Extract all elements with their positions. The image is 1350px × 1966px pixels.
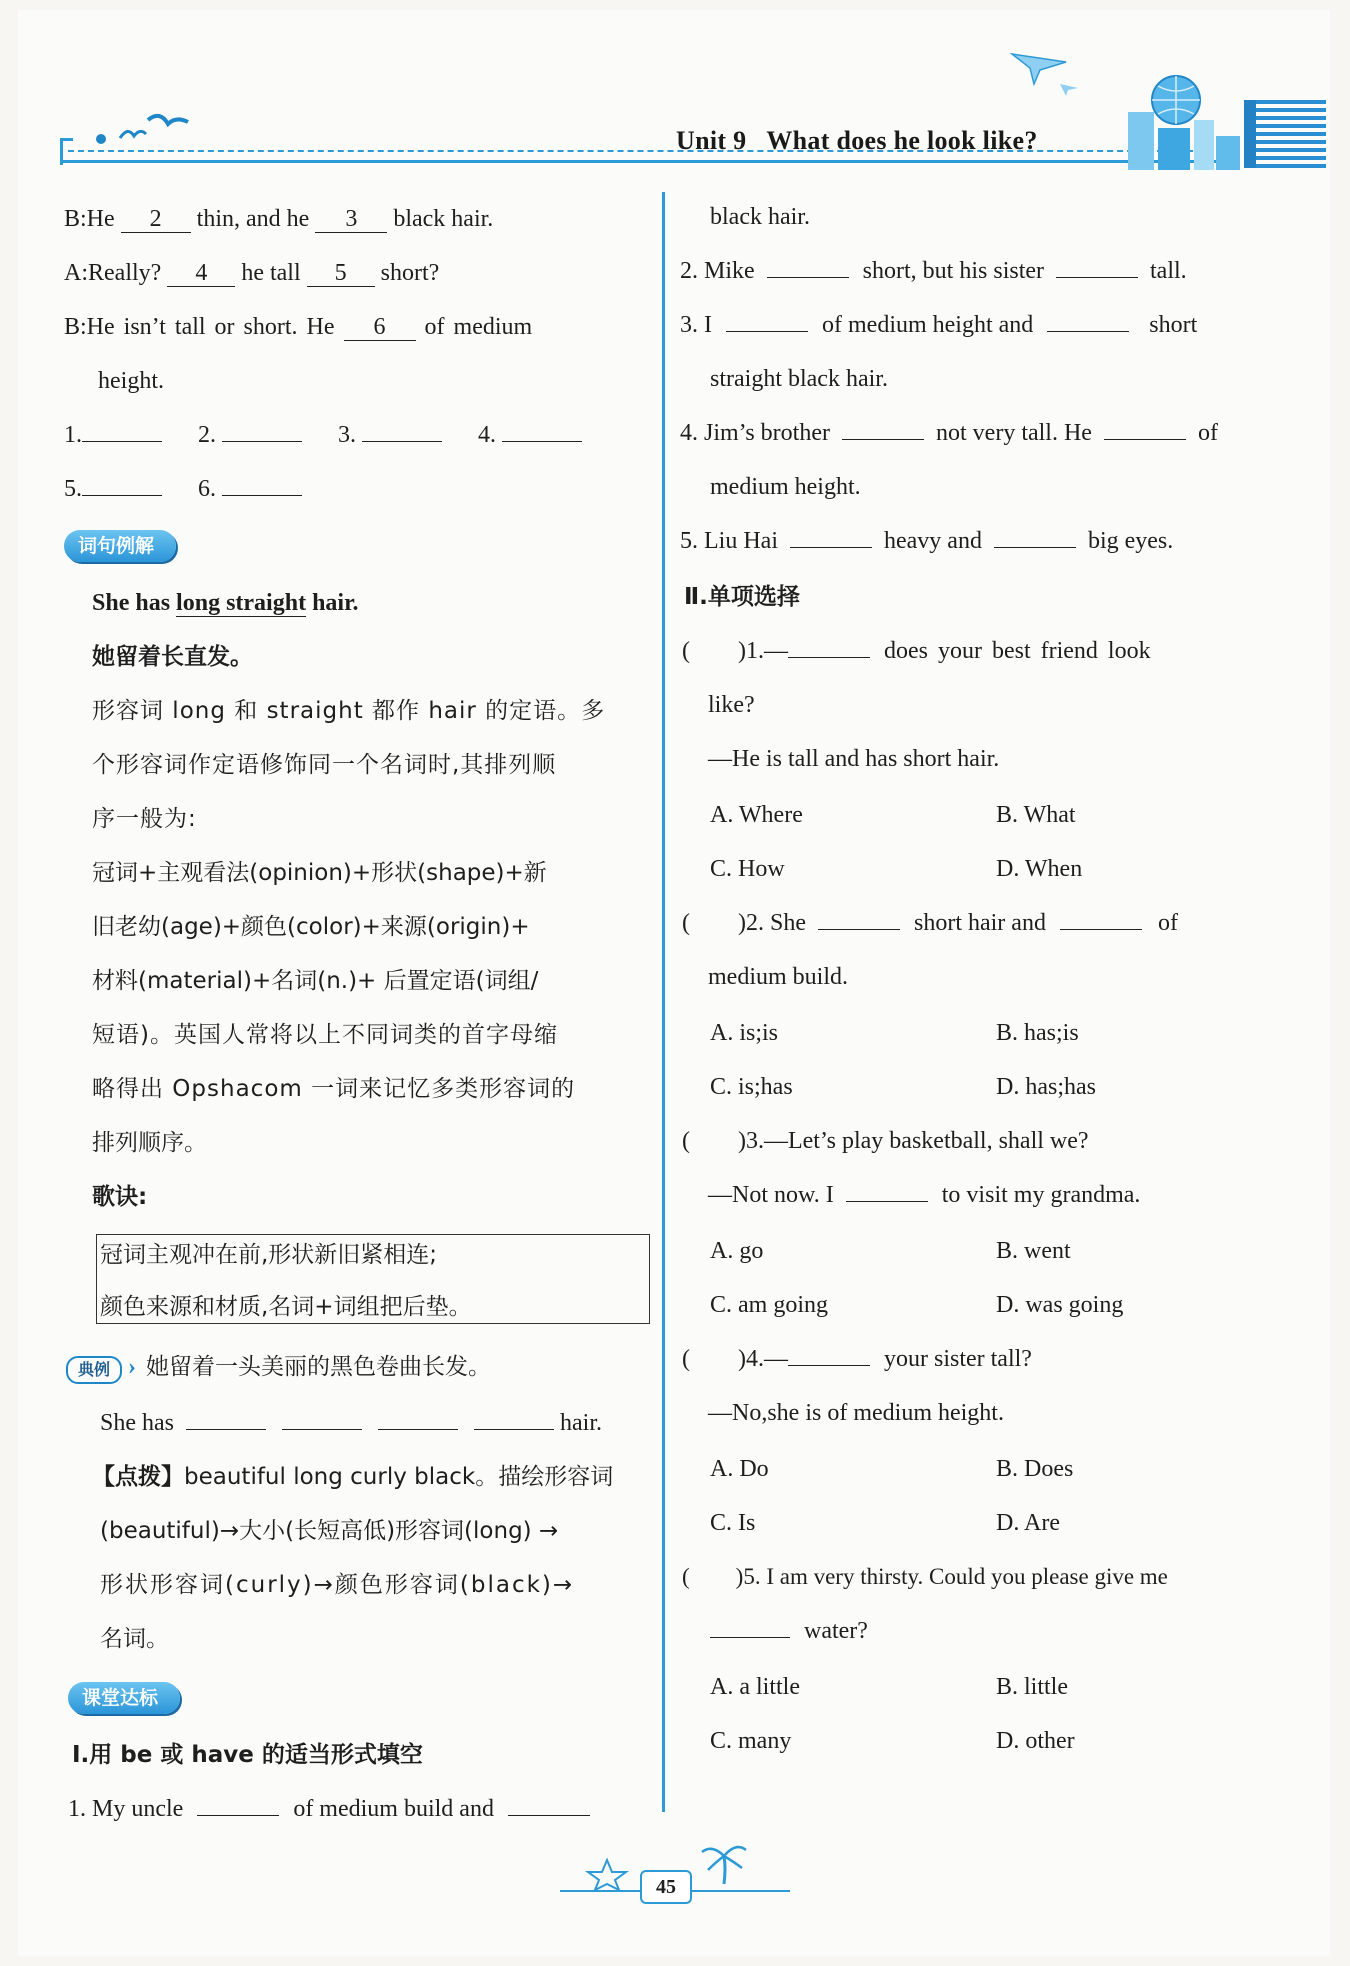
dialog-line-4: height.	[98, 368, 164, 394]
mc-question-4	[682, 1344, 1032, 1374]
dialog-text: A:Really?	[64, 260, 168, 286]
explain-line: 序一般为:	[92, 806, 197, 832]
answer-label: 5.	[64, 476, 82, 502]
example-fill	[100, 1408, 602, 1438]
option-a[interactable]: A. is;is	[710, 1020, 779, 1046]
answer-label: 1.	[64, 422, 82, 448]
example-blank[interactable]	[474, 1429, 554, 1430]
fill-question-1	[68, 1794, 590, 1824]
mc-question-1	[682, 636, 1151, 666]
mc-question-5	[682, 1562, 1168, 1592]
dialog-text: black hair.	[387, 206, 494, 232]
question-text: of	[1197, 420, 1218, 446]
answer-blank: 5	[307, 260, 375, 287]
question-text: —Not now. I	[708, 1182, 834, 1208]
answer-input[interactable]	[842, 439, 924, 440]
mc-question-2	[682, 908, 1178, 938]
globe-and-buildings-icon	[1118, 66, 1242, 170]
small-plane-icon	[1060, 82, 1080, 96]
option-c[interactable]: C. many	[710, 1728, 792, 1754]
fill-question-5	[680, 526, 1173, 556]
fill-question-3-cont: straight black hair.	[710, 366, 888, 392]
option-d[interactable]: D. other	[996, 1728, 1075, 1754]
dialog-text: he tall	[235, 260, 307, 286]
question-text: 5. I am very thirsty. Could you please give me	[743, 1564, 1168, 1589]
explain-line: 旧老幼(age)+颜色(color)+来源(origin)+	[92, 914, 530, 940]
example-underlined: long straight	[176, 590, 307, 616]
question-text: short	[1149, 312, 1198, 338]
option-a[interactable]: A. go	[710, 1238, 764, 1264]
option-b[interactable]: B. Does	[996, 1456, 1074, 1482]
question-text: not very tall. He	[936, 420, 1092, 446]
answer-blank: 6	[344, 314, 416, 341]
tip-line: (beautiful)→大小(长短高低)形容词(long) →	[100, 1518, 559, 1544]
question-text: to visit my grandma.	[941, 1182, 1141, 1208]
example-blank[interactable]	[378, 1429, 458, 1430]
question-text: 4.—	[745, 1346, 788, 1372]
tip-label: 【点拨】	[92, 1464, 184, 1490]
tip-text: beautiful long curly black。描绘形容词	[184, 1464, 614, 1490]
answer-input[interactable]	[1056, 277, 1138, 278]
chevron-right-icon: ›	[128, 1354, 136, 1380]
answer-input[interactable]	[788, 1365, 870, 1366]
example-blank[interactable]	[186, 1429, 266, 1430]
section-tag-classroom-practice: 课堂达标	[68, 1682, 180, 1714]
explain-line: 短语)。英国人常将以上不同词类的首字母缩	[92, 1022, 558, 1048]
part1-title: Ⅰ.用 be 或 have 的适当形式填空	[72, 1742, 423, 1768]
question-text: heavy and	[883, 528, 982, 554]
option-a[interactable]: A. Where	[710, 802, 803, 828]
option-d[interactable]: D. Are	[996, 1510, 1060, 1536]
seagull-icon	[112, 108, 192, 148]
answer-label: 6.	[198, 476, 216, 502]
dialog-text: short?	[374, 260, 440, 286]
mc-question-1-cont: like?	[708, 692, 755, 718]
answer-input[interactable]	[82, 441, 162, 442]
page-number: 45	[640, 1870, 692, 1904]
question-text: 3. I	[680, 312, 712, 338]
column-divider	[662, 192, 665, 1812]
answer-blank: 4	[167, 260, 235, 287]
dialog-line-3	[64, 312, 532, 342]
rhyme-title: 歌诀:	[92, 1184, 148, 1210]
dialog-line-1	[64, 204, 493, 234]
option-c[interactable]: C. Is	[710, 1510, 756, 1536]
example-chinese: 她留着一头美丽的黑色卷曲长发。	[146, 1354, 491, 1380]
tip-line: 形状形容词(curly)→颜色形容词(black)→	[100, 1572, 575, 1598]
mc-question-2-cont: medium build.	[708, 964, 848, 990]
option-c[interactable]: C. How	[710, 856, 785, 882]
answer-bracket[interactable]: ( )	[682, 1564, 744, 1589]
answer-input[interactable]	[362, 441, 442, 442]
question-text: does your best friend look	[883, 638, 1151, 664]
answer-input[interactable]	[197, 1815, 279, 1816]
answer-input[interactable]	[222, 495, 302, 496]
answer-input[interactable]	[767, 277, 849, 278]
explain-line: 排列顺序。	[92, 1130, 207, 1156]
answer-input[interactable]	[710, 1637, 790, 1638]
answer-label: 3.	[338, 422, 356, 448]
answer-bracket[interactable]: ( )	[682, 638, 746, 664]
answer-input[interactable]	[788, 657, 870, 658]
fill-question-3	[680, 310, 1197, 340]
fill-question-2	[680, 256, 1187, 286]
example-text: She has	[92, 590, 177, 616]
answer-input[interactable]	[508, 1815, 590, 1816]
header-rule	[60, 160, 1240, 163]
answer-input[interactable]	[1047, 331, 1129, 332]
rhyme-line: 冠词主观冲在前,形状新旧紧相连;	[100, 1242, 438, 1268]
answer-blank: 3	[315, 206, 387, 233]
answer-input[interactable]	[222, 441, 302, 442]
option-d[interactable]: D. has;has	[996, 1074, 1096, 1100]
question-text: water?	[804, 1618, 868, 1644]
question-text: 2. Mike	[680, 258, 755, 284]
option-a[interactable]: A. Do	[710, 1456, 769, 1482]
answer-row-2	[64, 474, 302, 504]
starfish-icon	[582, 1856, 632, 1892]
question-text: your sister tall?	[883, 1346, 1032, 1372]
answer-bracket[interactable]: ( )	[682, 1128, 746, 1154]
dialog-text: B:He isn’t tall or short. He	[64, 314, 344, 340]
fill-question-4	[680, 418, 1218, 448]
option-b[interactable]: B. has;is	[996, 1020, 1079, 1046]
option-c[interactable]: C. am going	[710, 1292, 828, 1318]
example-sentence	[92, 588, 359, 618]
answer-input[interactable]	[726, 331, 808, 332]
header-stripes	[1246, 100, 1326, 168]
option-d[interactable]: D. was going	[996, 1292, 1124, 1318]
question-text: big eyes.	[1087, 528, 1174, 554]
example-text: She has	[100, 1410, 174, 1436]
example-text: hair.	[306, 590, 359, 616]
section-tag-word-explanation: 词句例解	[64, 530, 176, 562]
header-dashed-line	[68, 150, 1233, 152]
answer-input[interactable]	[82, 495, 162, 496]
mc-question-1-answer: —He is tall and has short hair.	[708, 746, 1000, 772]
explain-line: 冠词+主观看法(opinion)+形状(shape)+新	[92, 860, 547, 886]
mc-question-5-cont	[710, 1616, 868, 1646]
option-b[interactable]: B. little	[996, 1674, 1068, 1700]
example-tag: 典例	[66, 1356, 122, 1384]
dialog-text: B:He	[64, 206, 121, 232]
answer-blank: 2	[121, 206, 191, 233]
answer-input[interactable]	[1060, 929, 1142, 930]
tip-line: 名词。	[100, 1626, 169, 1652]
example-translation: 她留着长直发。	[92, 644, 253, 670]
question-text: 5. Liu Hai	[680, 528, 778, 554]
question-text: 4. Jim’s brother	[680, 420, 830, 446]
header-dot	[96, 134, 106, 144]
answer-row-1	[64, 420, 582, 450]
unit-title: Unit 9 What does he look like?	[676, 126, 1038, 155]
option-c[interactable]: C. is;has	[710, 1074, 793, 1100]
explain-line: 略得出 Opshacom 一词来记忆多类形容词的	[92, 1076, 576, 1102]
answer-input[interactable]	[790, 547, 872, 548]
explain-line: 材料(material)+名词(n.)+ 后置定语(词组/	[92, 968, 539, 994]
answer-input[interactable]	[994, 547, 1076, 548]
question-text: 2. She	[745, 910, 806, 936]
question-text: 3.—Let’s play basketball, shall we?	[745, 1128, 1089, 1154]
question-text: 1. My uncle	[68, 1796, 184, 1822]
question-text: short hair and	[913, 910, 1046, 936]
mc-question-3-cont	[708, 1180, 1140, 1210]
palm-tree-icon	[700, 1840, 750, 1886]
option-d[interactable]: D. When	[996, 856, 1083, 882]
answer-label: 2.	[198, 422, 216, 448]
question-text: of medium height and	[822, 312, 1034, 338]
question-text: of	[1157, 910, 1178, 936]
rhyme-line: 颜色来源和材质,名词+词组把后垫。	[100, 1294, 472, 1320]
dialog-text: of medium	[415, 314, 533, 340]
fill-question-1-cont: black hair.	[710, 204, 810, 230]
option-a[interactable]: A. a little	[710, 1674, 800, 1700]
fill-question-4-cont: medium height.	[710, 474, 861, 500]
answer-input[interactable]	[502, 441, 582, 442]
answer-input[interactable]	[846, 1201, 928, 1202]
question-text: short, but his sister	[862, 258, 1045, 284]
option-b[interactable]: B. What	[996, 802, 1076, 828]
mc-question-4-answer: —No,she is of medium height.	[708, 1400, 1004, 1426]
answer-bracket[interactable]: ( )	[682, 910, 746, 936]
answer-bracket[interactable]: ( )	[682, 1346, 746, 1372]
answer-label: 4.	[478, 422, 496, 448]
option-b[interactable]: B. went	[996, 1238, 1071, 1264]
answer-input[interactable]	[818, 929, 900, 930]
example-text: hair.	[560, 1410, 602, 1436]
tip-line	[92, 1462, 613, 1492]
answer-input[interactable]	[1104, 439, 1186, 440]
question-text: 1.—	[745, 638, 788, 664]
mc-question-3	[682, 1126, 1089, 1156]
question-text: tall.	[1150, 258, 1187, 284]
explain-line: 形容词 long 和 straight 都作 hair 的定语。多	[92, 698, 606, 724]
header-bar	[1244, 100, 1256, 168]
example-blank[interactable]	[282, 1429, 362, 1430]
part2-title: Ⅱ.单项选择	[684, 584, 800, 610]
dialog-text: thin, and he	[190, 206, 316, 232]
explain-line: 个形容词作定语修饰同一个名词时,其排列顺	[92, 752, 557, 778]
question-text: of medium build and	[293, 1796, 494, 1822]
dialog-line-2	[64, 258, 439, 288]
